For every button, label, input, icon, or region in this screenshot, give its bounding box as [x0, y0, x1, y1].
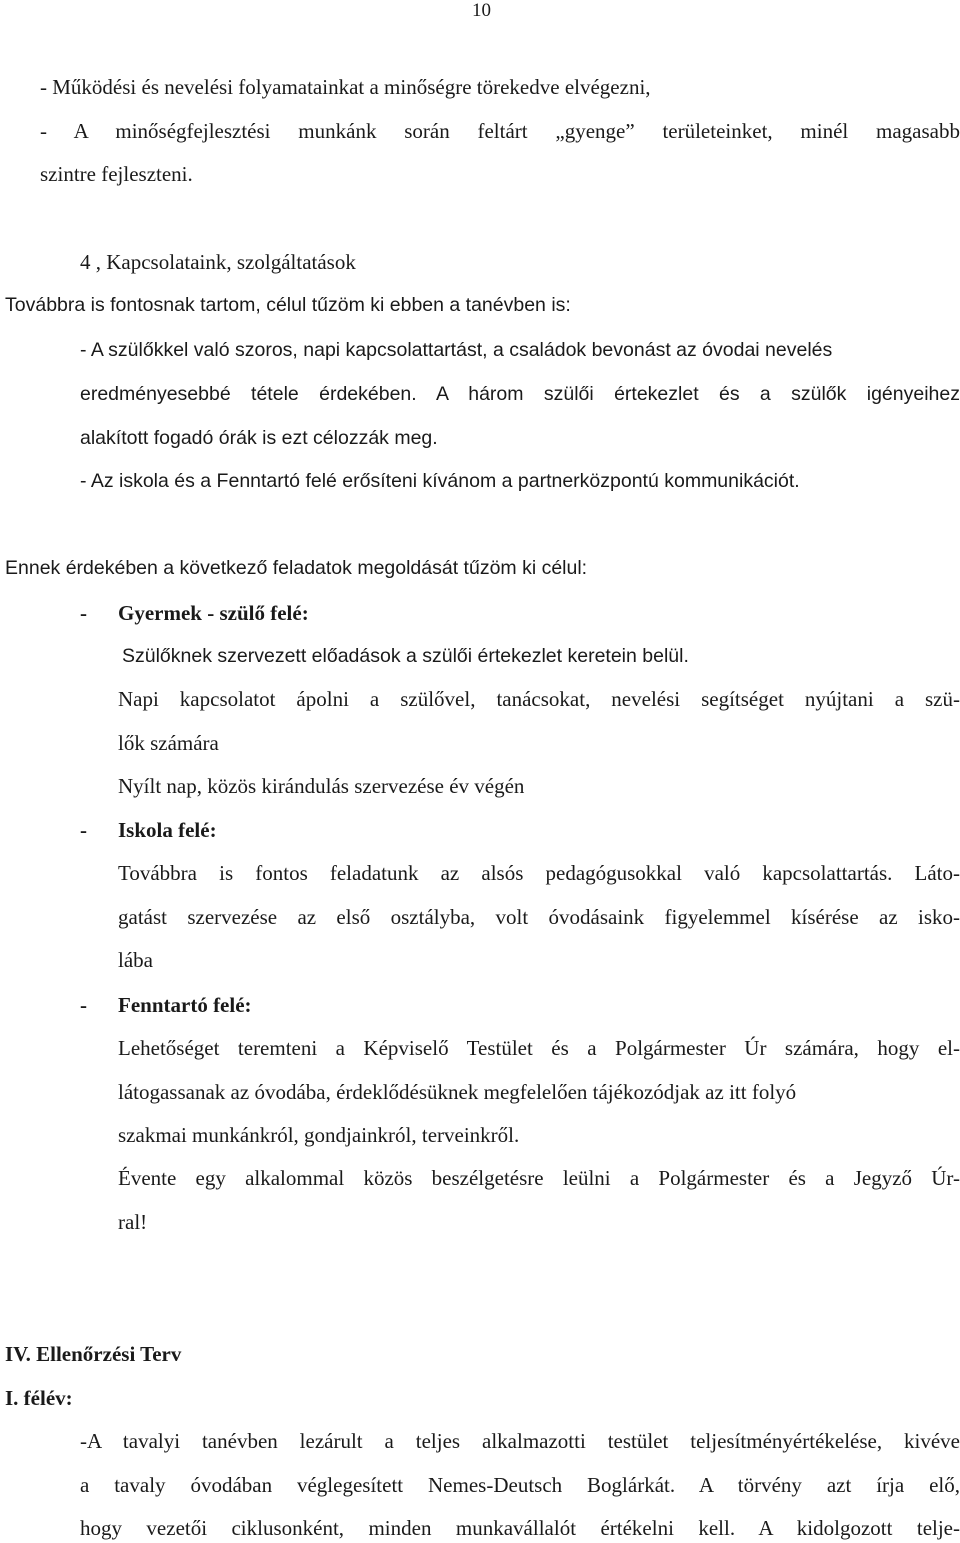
owner-line-5: ral! [118, 1210, 148, 1234]
owner-line-2: látogassanak az óvodába, érdeklődésüknek megfelelően tájékozódjak az itt folyó [118, 1080, 797, 1104]
parent-line-2: Napi kapcsolatot ápolni a szülővel, tanácsokat, nevelési segítséget nyújtani a szü- [118, 687, 960, 711]
owner-line-4: Évente egy alkalommal közös beszélgetésre leülni a Polgármester és a Jegyző Úr- [118, 1166, 960, 1190]
section-4-p1-line-2: eredményesebbé tétele érdekében. A három szülői értekezlet és a szülők igényeihez [80, 383, 960, 405]
intro-line-3: szintre fejleszteni. [40, 162, 193, 186]
intro-line-1: - Működési és nevelési folyamatainkat a minőségre törekedve elvégezni, [40, 75, 651, 99]
parent-line-1: Szülőknek szervezett előadások a szülői értekezlet keretein belül. [122, 645, 689, 667]
section-iv-line-2: a tavaly óvodában véglegesített Nemes-Deutsch Boglárkát. A törvény azt írja elő, [80, 1473, 960, 1497]
owner-dash: - [80, 993, 87, 1017]
section-4-heading: 4 , Kapcsolataink, szolgáltatások [80, 250, 356, 274]
parent-dash: - [80, 601, 87, 625]
section-iv-line-1: -A tavalyi tanévben lezárult a teljes alkalmazotti testület teljesítményértékelése, kivéve [80, 1429, 960, 1453]
section-4-p2: - Az iskola és a Fenntartó felé erősíteni kívánom a partnerközpontú kommunikációt. [80, 470, 800, 492]
section-iv-subheading: I. félév: [5, 1386, 73, 1410]
section-4-p1-line-1: - A szülőkkel való szoros, napi kapcsolattartást, a családok bevonást az óvodai nevelés [80, 339, 833, 361]
intro-line-2: - A minőségfejlesztési munkánk során feltárt „gyenge” területeinket, minél magasabb [40, 119, 960, 143]
school-heading: Iskola felé: [118, 818, 217, 842]
school-line-2: gatást szervezése az első osztályba, volt óvodásaink figyelemmel kísérése az isko- [118, 905, 960, 929]
tasks-lead: Ennek érdekében a következő feladatok megoldását tűzöm ki célul: [5, 557, 588, 579]
parent-heading: Gyermek - szülő felé: [118, 601, 309, 625]
owner-line-3: szakmai munkánkról, gondjainkról, terveinkről. [118, 1123, 520, 1147]
section-4-lead: Továbbra is fontosnak tartom, célul tűzöm ki ebben a tanévben is: [5, 294, 571, 316]
section-4-p1-line-3: alakított fogadó órák is ezt célozzák meg. [80, 427, 438, 449]
school-line-1: Továbbra is fontos feladatunk az alsós pedagógusokkal való kapcsolattartás. Láto- [118, 861, 960, 885]
page-number: 10 [472, 0, 491, 21]
parent-line-3: lők számára [118, 731, 219, 755]
parent-line-4: Nyílt nap, közös kirándulás szervezése év végén [118, 774, 525, 798]
section-iv-line-3: hogy vezetői ciklusonként, minden munkavállalót értékelni kell. A kidolgozott telje- [80, 1516, 960, 1540]
school-line-3: lába [118, 948, 153, 972]
owner-line-1: Lehetőséget teremteni a Képviselő Testület és a Polgármester Úr számára, hogy el- [118, 1036, 960, 1060]
owner-heading: Fenntartó felé: [118, 993, 252, 1017]
section-iv-heading: IV. Ellenőrzési Terv [5, 1342, 182, 1366]
school-dash: - [80, 818, 87, 842]
